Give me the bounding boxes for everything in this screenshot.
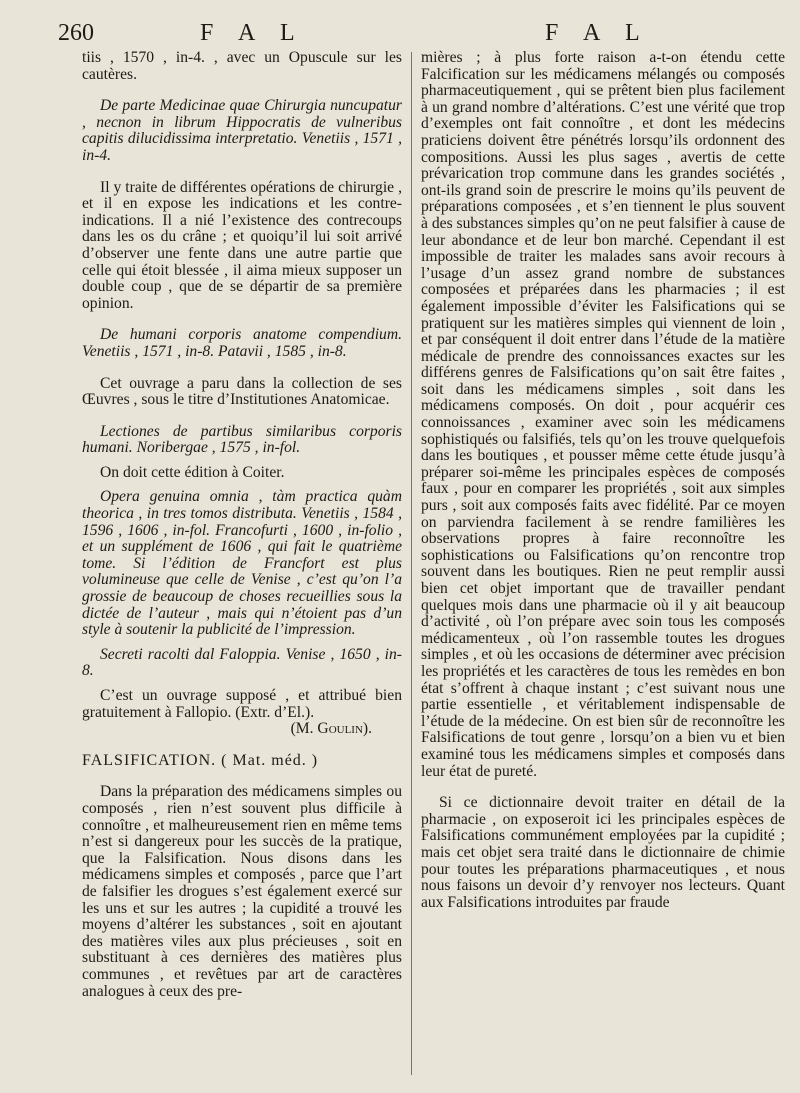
bibliographic-entry: Opera genuina omnia , tàm practica quàm theorica , in tres tomos distributa. Venetiis , 1584 , 1596 , 1606 , in-fol. Francofurti , 1600 , in-folio , et un supplément de 1606 , qui fait le quatrième tome. Si l’édition de Francfort est plus volumineuse que celle de Venise , c’est qu’on l’a grossie de beaucoup de choses recueillies sous la dictée de l’auteur , mais qui n’étoient pas d’un style à soutenir la publicité de l’impression. [82, 488, 402, 639]
author-signature: (M. Goulin). [290, 720, 372, 738]
paragraph: Il y traite de différentes opérations de chirurgie , et il en expose les indications et les contre-indications. Il a nié l’existence des contrecoups dans les os du crâne ; et quoiqu’il lui soit arrivé d’observer une fente dans une autre partie que celle qui étoit blessée , il aima mieux supposer un double coup , que de se départir de sa première opinion. [82, 178, 402, 312]
paragraph: Dans la préparation des médicamens simples ou composés , rien n’est souvent plus difficile à connoître , et malheureusement rien en même tems n’est si dangereux pour les succès de la pratique, que la Falsification. Nous disons dans les médicamens simples et composés , parce que l’art de falsifier les drogues s’est également exercé sur les uns et sur les autres ; la cupidité a trouvé les moyens d’altérer les substances , soit en ajoutant des matières viles aux plus précieuses , soit en substituant à ces dernières des matières plus communes , et revêtues par art de caractères analogues à ceux des pre- [82, 783, 402, 1000]
right-column [421, 50, 785, 911]
running-head-left: F A L [200, 20, 305, 46]
bibliographic-entry: De humani corporis anatome compendium. Venetiis , 1571 , in-8. Patavii , 1585 , in-8. [82, 326, 402, 360]
bibliographic-entry: De parte Medicinae quae Chirurgia nuncupatur , necnon in librum Hippocratis de vulneribus capitis dilucidissima interpretatio. Venetiis , 1571 , in-4. [82, 97, 402, 164]
entry-heading: FALSIFICATION. ( Mat. méd. ) [82, 751, 319, 769]
paragraph: C’est un ouvrage supposé , et attribué bien gratuitement à Fallopio. (Extr. d’El.). [82, 687, 402, 721]
left-column [82, 50, 402, 1000]
paragraph: mières ; à plus forte raison a-t-on étendu cette Falcification sur les médicamens mélangés ou composés pharmaceutiquement , qui se prêtent bien plus facilement à un grand nombre d’altérations. C’est une vérité que trop d’exemples ont fait connoître , et dont les médecins praticiens doivent être pénétrés lorsqu’ils ordonnent des compositions. Aussi les plus sages , avertis de cette prévarication trop commune dans les grandes sociétés , ont-ils grand soin de prescrire le moins qu’ils peuvent de préparations composées , et s’en tiennent le plus souvent à des substances simples qu’on ne peut falsifier à cause de leur abondance et de leur bon marché. Cependant il est impossible de traiter les malades sans avoir recours à l’usage d’un assez grand nombre de substances composées et préparées dans les pharmacies ; il est également impossible d’éviter les Falsifications qui se pratiquent sur les matières simples qui viennent de loin , et par conséquent il doit entrer dans l’étude de la matière médicale de prendre des connoissances exactes sur les différens genres de Falsifications qu’on sait être faites , soit dans les médicamens simples , soit dans les médicamens composés. On doit , pour acquérir ces connoissances , examiner avec soin les médicamens sophistiqués ou falsifiés, tels qu’on les trouve quelquefois dans les boutiques , et pousser même cette étude jusqu’à préparer soi-même les principales espèces de composés faux , pour en comparer les propriétés , soit aux simples purs , soit aux composés faits avec fidélité. Par ce moyen on parviendra facilement à se rendre familières les observations propres à faire reconnoître les sophistications ou Falsifications qu’on rencontre trop souvent dans les boutiques. Rien ne peut remplir aussi bien cet objet important que de travailler pendant quelques mois dans une pharmacie où il y ait beaucoup d’activité , où l’on prépare avec soin tous les composés médicamenteux , où l’on rassemble toutes les drogues simples , et où les occasions de déterminer avec précision les propriétés et les caractères de tous les remèdes en bon état s’offrent à chaque instant ; c’est suivant nous une partie essentielle , et véritablement indispensable de l’étude de la médecine. On est bien sûr de reconnoître les Falsifications de tout genre , lorsqu’on a bien vu et bien examiné tous les médicamens simples et composés dans leur état de pureté. [421, 49, 785, 780]
column-divider [411, 52, 412, 1075]
paragraph: Si ce dictionnaire devoit traiter en détail de la pharmacie , on exposeroit ici les principales espèces de Falsifications communément employées par la cupidité ; mais cet objet sera traité dans le dictionnaire de chimie pour toutes les préparations pharmaceutiques , et nous nous faisons un devoir d’y renvoyer nos lecteurs. Quant aux Falsifications introduites par fraude [421, 794, 785, 911]
bibliographic-entry: Lectiones de partibus similaribus corporis humani. Noribergae , 1575 , in-fol. [82, 422, 402, 457]
paragraph: On doit cette édition à Coiter. [100, 463, 285, 481]
paragraph: tiis , 1570 , in-4. , avec un Opuscule sur les cautères. [82, 49, 402, 83]
running-head-right: F A L [545, 20, 650, 46]
paragraph: Cet ouvrage a paru dans la collection de ses Œuvres , sous le titre d’Institutiones Anatomicae. [82, 374, 402, 409]
page-number: 260 [58, 20, 94, 46]
bibliographic-entry: Secreti racolti dal Faloppia. Venise , 1650 , in-8. [82, 645, 402, 680]
